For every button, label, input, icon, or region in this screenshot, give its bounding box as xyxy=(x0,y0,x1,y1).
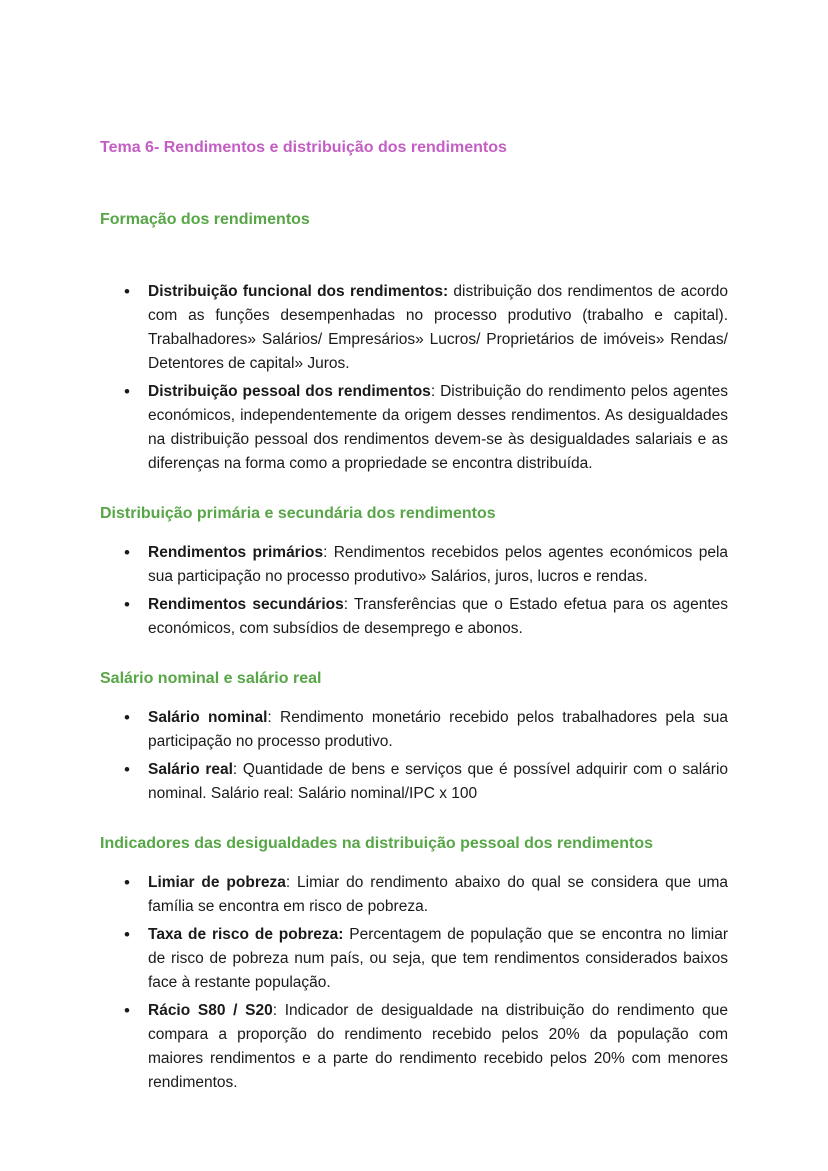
bullet-definition: : Limiar do rendimento abaixo do qual se considera que uma família se encontra em risco de pobreza. xyxy=(148,874,728,915)
bullet-definition: : Quantidade de bens e serviços que é possível adquirir com o salário nominal. Salário real: Salário nominal/IPC x 100 xyxy=(148,761,729,802)
bullet-list xyxy=(100,280,728,476)
section-heading: Formação dos rendimentos xyxy=(100,211,310,228)
bullet-list xyxy=(100,541,728,641)
list-item xyxy=(148,871,728,919)
page-title: Tema 6- Rendimentos e distribuição dos rendimentos xyxy=(100,139,507,156)
list-item xyxy=(148,758,728,806)
bullet-term: Limiar de pobreza xyxy=(148,874,286,891)
bullet-term: Rendimentos primários xyxy=(148,544,324,561)
list-item xyxy=(148,706,728,754)
bullet-definition: : Indicador de desigualdade na distribuição do rendimento que compara a proporção do rendimento recebido pelos 20% da população com maiores rendimentos e a parte do rendimento recebido pelos 20% com menores rendimentos. xyxy=(148,1002,728,1091)
section-salario-nominal-real xyxy=(100,669,728,806)
bullet-definition: : Distribuição do rendimento pelos agentes económicos, independentemente da origem desses rendimentos. As desigualdades na distribuição pessoal dos rendimentos devem-se às desigualdades salariais e as diferenças na forma como a propriedade se encontra distribuída. xyxy=(148,383,728,472)
section-distribuicao-primaria-secundaria xyxy=(100,504,728,641)
section-heading: Distribuição primária e secundária dos rendimentos xyxy=(100,505,496,522)
section-indicadores-desigualdades xyxy=(100,834,728,1095)
bullet-term: Taxa de risco de pobreza: xyxy=(148,926,344,943)
bullet-definition: : Rendimentos recebidos pelos agentes económicos pela sua participação no processo produtivo» Salários, juros, lucros e rendas. xyxy=(148,544,729,585)
bullet-term: Rácio S80 / S20 xyxy=(148,1002,273,1019)
list-item xyxy=(148,593,728,641)
bullet-term: Rendimentos secundários xyxy=(148,596,344,613)
section-heading: Salário nominal e salário real xyxy=(100,670,322,687)
bullet-definition: : Rendimento monetário recebido pelos trabalhadores pela sua participação no processo produtivo. xyxy=(148,709,728,750)
bullet-list xyxy=(100,706,728,806)
bullet-definition: : Transferências que o Estado efetua para os agentes económicos, com subsídios de desemprego e abonos. xyxy=(148,596,728,637)
list-item xyxy=(148,380,728,476)
section-heading: Indicadores das desigualdades na distribuição pessoal dos rendimentos xyxy=(100,835,654,852)
list-item xyxy=(148,923,728,995)
bullet-definition: Percentagem de população que se encontra no limiar de risco de pobreza num país, ou seja, que tem rendimentos considerados baixos face à restante população. xyxy=(148,926,728,991)
bullet-term: Distribuição pessoal dos rendimentos xyxy=(148,383,431,400)
bullet-term: Distribuição funcional dos rendimentos: xyxy=(148,283,449,300)
list-item xyxy=(148,999,728,1095)
list-item xyxy=(148,541,728,589)
bullet-list xyxy=(100,871,728,1095)
list-item xyxy=(148,280,728,376)
section-formacao-dos-rendimentos xyxy=(100,210,728,476)
bullet-term: Salário nominal xyxy=(148,709,268,726)
bullet-definition: distribuição dos rendimentos de acordo com as funções desempenhadas no processo produtivo (trabalho e capital). Trabalhadores» Salários/ Empresários» Lucros/ Proprietários de imóveis» Rendas/ Detentores de capital» Juros. xyxy=(148,283,728,372)
bullet-term: Salário real xyxy=(148,761,233,778)
